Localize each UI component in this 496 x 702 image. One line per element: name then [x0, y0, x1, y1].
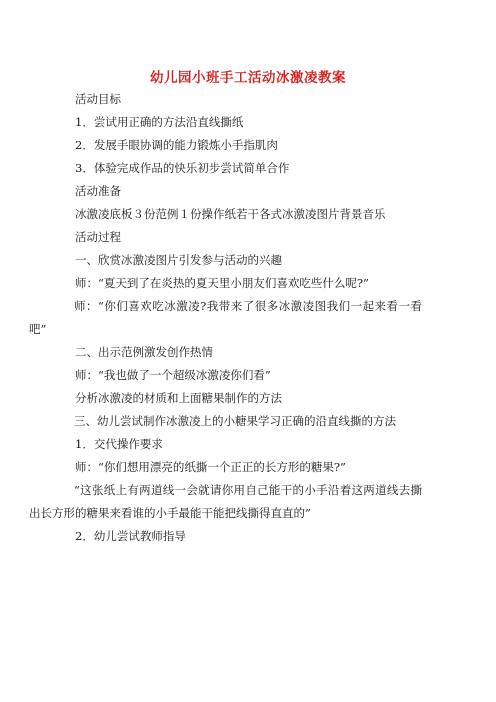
list-item: 2．幼儿尝试教师指导 [75, 529, 186, 543]
dialogue-paragraph: “这张纸上有两道线一会就请你用自己能干的小手沿着这两道线去撕出长方形的糖果来看谁的小手最能干能把线撕得直直的” [29, 483, 422, 520]
list-item: 2．发展手眼协调的能力锻炼小手指肌肉 [75, 138, 278, 152]
dialogue-line: 师：“夏天到了在炎热的夏天里小朋友们喜欢吃些什么呢?” [75, 276, 369, 290]
step-heading: 三、幼儿尝试制作冰激凌上的小糖果学习正确的沿直线撕的方法 [74, 414, 396, 428]
dialogue-line: 师：“你们想用漂亮的纸撕一个正正的长方形的糖果?” [75, 460, 346, 474]
paragraph: 分析冰激凌的材质和上面糖果制作的方法 [75, 391, 282, 405]
step-heading: 二、出示范例激发创作热情 [75, 345, 213, 359]
list-item: 3．体验完成作品的快乐初步尝试简单合作 [75, 161, 290, 175]
paragraph: 冰激凌底板３份范例１份操作纸若干各式冰激凌图片背景音乐 [75, 207, 386, 221]
dialogue-line: 师：“我也做了一个超级冰激凌你们看” [75, 368, 271, 382]
step-heading: 一、欣赏冰激凌图片引发参与活动的兴趣 [75, 253, 282, 267]
list-item: 1．交代操作要求 [75, 437, 163, 451]
section-heading: 活动准备 [75, 184, 121, 198]
section-heading: 活动过程 [75, 230, 121, 244]
section-heading: 活动目标 [75, 92, 121, 106]
list-item: 1．尝试用正确的方法沿直线撕纸 [75, 115, 244, 129]
document-title: 幼儿园小班手工活动冰激凌教案 [150, 70, 346, 86]
document-body [29, 88, 435, 548]
dialogue-paragraph: 师：“你们喜欢吃冰激凌?我带来了很多冰激凌图我们一起来看一看吧” [29, 299, 422, 336]
